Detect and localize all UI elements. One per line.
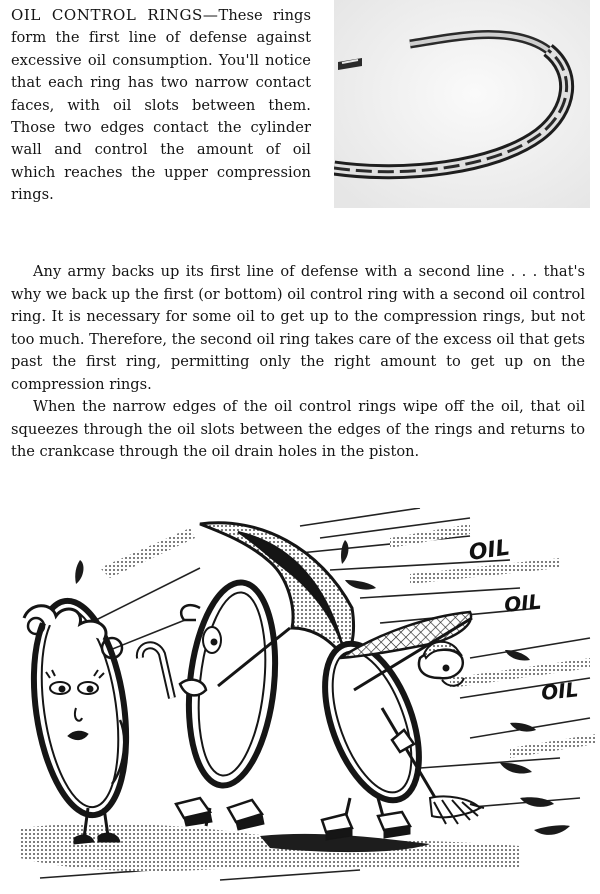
- intro-text: These rings form the first line of defense against excessive oil consumption. You'll notice that each ring has two narrow contact faces, with oil slots between them. Those two edges contact the cylinder wall and control the amount of oil which reaches the upper compression rings.: [11, 7, 311, 204]
- oil-ring-photo: [334, 0, 590, 208]
- section-heading: OIL CONTROL RINGS—: [11, 6, 219, 24]
- umbrella-ring-character: [140, 523, 354, 830]
- body-paragraph-1: Any army backs up its first line of defense with a second line . . . that's why we back up the first (or bottom) oil control ring with a second oil control ring. It is necessary for some oil to get up to the compression rings, but not too much. Therefore, the second oil ring takes care of the excess oil that gets past the first ring, permitting only the right amount to get up on the compression rings.: [11, 263, 585, 393]
- oil-label-3: OIL: [540, 677, 580, 705]
- oil-label-2: OIL: [503, 589, 543, 617]
- lady-ring-character: [21, 595, 138, 844]
- oil-rings-cartoon: [0, 508, 600, 890]
- body-text: [11, 261, 585, 464]
- intro-section: [11, 4, 311, 207]
- intro-paragraph: [11, 4, 311, 207]
- oil-label-1: OIL: [467, 535, 512, 566]
- body-paragraph-2: When the narrow edges of the oil control rings wipe off the oil, that oil squeezes through the oil slots between the edges of the rings and returns to the crankcase through the oil drain holes in the piston.: [11, 398, 585, 460]
